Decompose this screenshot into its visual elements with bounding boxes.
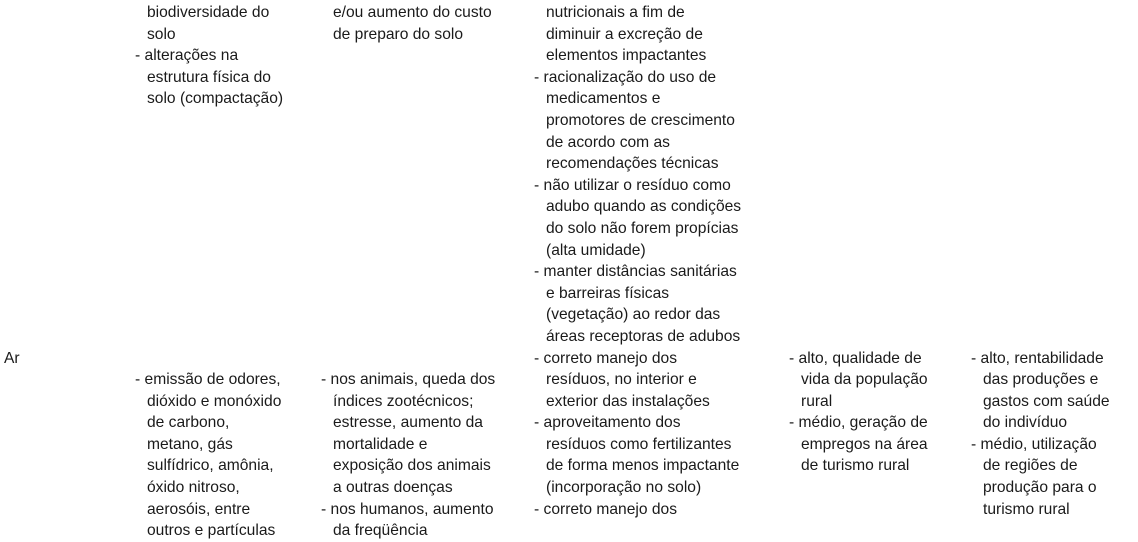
col5-line — [789, 261, 959, 283]
col2-line: - alterações na — [135, 47, 239, 65]
col5-line: rural — [801, 392, 833, 410]
col3-line — [321, 132, 526, 154]
col3-line: índices zootécnicos; — [333, 392, 474, 410]
col5-line — [789, 132, 959, 154]
col2-line — [135, 196, 315, 218]
col6-line — [971, 261, 1138, 283]
col3-line — [321, 153, 526, 175]
col3-line — [321, 261, 526, 283]
col5-line — [789, 24, 959, 46]
blank-line — [4, 2, 124, 24]
col6-line — [971, 304, 1138, 326]
col6-line: do indivíduo — [983, 414, 1068, 432]
col6-line — [971, 218, 1138, 240]
col5-line — [789, 326, 959, 348]
col3-line — [321, 283, 526, 305]
col5-line: vida da população — [801, 371, 928, 389]
col3-line — [321, 175, 526, 197]
col4-line: elementos impactantes — [546, 47, 707, 65]
col3-line — [321, 45, 526, 67]
col2-line — [135, 175, 315, 197]
col5-line — [789, 240, 959, 262]
col4-line: (alta umidade) — [546, 241, 646, 259]
col6-line: gastos com saúde — [983, 392, 1110, 410]
col5-line — [789, 196, 959, 218]
col6-line — [971, 88, 1138, 110]
col4-line: do solo não forem propícias — [546, 219, 739, 237]
column-social-impact — [789, 2, 959, 477]
col3-line: a outras doenças — [333, 479, 453, 497]
col6-line: - médio, utilização — [971, 435, 1097, 453]
col3-line — [321, 110, 526, 132]
col2-line — [135, 261, 315, 283]
col6-line — [971, 196, 1138, 218]
col3-line: - nos animais, queda dos — [321, 371, 496, 389]
col6-line — [971, 110, 1138, 132]
col6-line — [971, 2, 1138, 24]
col6-line: de regiões de — [983, 457, 1078, 475]
col4-line: (incorporação no solo) — [546, 479, 702, 497]
col6-line — [971, 153, 1138, 175]
col2-line: biodiversidade do — [147, 4, 270, 21]
col6-line — [971, 240, 1138, 262]
col4-line: diminuir a excreção de — [546, 25, 703, 43]
col4-line: de acordo com as — [546, 133, 670, 151]
col6-line: produção para o — [983, 479, 1097, 497]
col5-line — [789, 110, 959, 132]
col4-line: - manter distâncias sanitárias — [534, 263, 737, 281]
col5-line — [789, 283, 959, 305]
col3-line — [321, 240, 526, 262]
col4-line: - racionalização do uso de — [534, 68, 717, 86]
col3-line: mortalidade e — [333, 435, 428, 453]
row-label-column — [4, 2, 124, 369]
col5-line — [789, 2, 959, 24]
col4-line: (vegetação) ao redor das — [546, 306, 721, 324]
col3-line: da freqüência — [333, 522, 428, 540]
column-environmental-impacts — [135, 2, 315, 542]
row-label-ar: Ar — [4, 349, 20, 367]
col2-line: outros e partículas — [147, 522, 276, 540]
col4-line: áreas receptoras de adubos — [546, 327, 741, 345]
col4-line: exterior das instalações — [546, 392, 710, 410]
col5-line — [789, 218, 959, 240]
col3-line: estresse, aumento da — [333, 414, 483, 432]
col4-line: promotores de crescimento — [546, 111, 735, 129]
col5-line: de turismo rural — [801, 457, 910, 475]
col2-line: sulfídrico, amônia, — [147, 457, 274, 475]
col5-line — [789, 304, 959, 326]
col3-line — [321, 88, 526, 110]
col2-line: metano, gás — [147, 435, 233, 453]
col2-line — [135, 153, 315, 175]
col2-line: de carbono, — [147, 414, 230, 432]
col3-line — [321, 67, 526, 89]
column-consequences — [321, 2, 526, 542]
col4-line: - aproveitamento dos — [534, 414, 681, 432]
col3-line: - nos humanos, aumento — [321, 500, 494, 518]
col5-line — [789, 153, 959, 175]
col6-line — [971, 45, 1138, 67]
col2-line: aerosóis, entre — [147, 500, 251, 518]
col3-line — [321, 304, 526, 326]
col6-line — [971, 283, 1138, 305]
col4-line: - correto manejo dos — [534, 500, 678, 518]
col2-line — [135, 110, 315, 132]
col5-line — [789, 67, 959, 89]
col4-line: resíduos, no interior e — [546, 371, 697, 389]
col6-line — [971, 326, 1138, 348]
col5-line — [789, 88, 959, 110]
col4-line: de forma menos impactante — [546, 457, 740, 475]
col2-line: dióxido e monóxido — [147, 392, 282, 410]
col4-line: resíduos como fertilizantes — [546, 435, 732, 453]
col2-line: - emissão de odores, — [135, 371, 281, 389]
column-mitigation-measures — [534, 2, 779, 520]
col2-line: solo — [147, 25, 176, 43]
col4-line: - não utilizar o resíduo como — [534, 176, 731, 194]
col5-line — [789, 45, 959, 67]
column-economic-impact — [971, 2, 1138, 520]
col6-line: das produções e — [983, 371, 1099, 389]
col2-line — [135, 240, 315, 262]
col5-line — [789, 175, 959, 197]
col3-line: de preparo do solo — [333, 25, 464, 43]
col5-line: - médio, geração de — [789, 414, 928, 432]
col2-line — [135, 218, 315, 240]
col3-line: exposição dos animais — [333, 457, 491, 475]
col2-line: óxido nitroso, — [147, 479, 240, 497]
col3-line — [321, 218, 526, 240]
col3-line — [321, 326, 526, 348]
col6-line: turismo rural — [983, 500, 1070, 518]
col5-line: - alto, qualidade de — [789, 349, 922, 367]
col6-line — [971, 24, 1138, 46]
col4-line: recomendações técnicas — [546, 155, 719, 173]
col6-line — [971, 132, 1138, 154]
col4-line: adubo quando as condições — [546, 198, 742, 216]
col5-line: empregos na área — [801, 435, 928, 453]
col3-line: e/ou aumento do custo — [333, 4, 492, 21]
col3-line — [321, 348, 526, 370]
col2-line — [135, 283, 315, 305]
col2-line: solo (compactação) — [147, 90, 284, 108]
col2-line — [135, 304, 315, 326]
col3-line — [321, 196, 526, 218]
col6-line: - alto, rentabilidade — [971, 349, 1104, 367]
col2-line — [135, 326, 315, 348]
col2-line: estrutura física do — [147, 68, 271, 86]
col6-line — [971, 175, 1138, 197]
col6-line — [971, 67, 1138, 89]
col2-line — [135, 348, 315, 370]
col4-line: medicamentos e — [546, 90, 661, 108]
col4-line: nutricionais a fim de — [546, 4, 685, 21]
col2-line — [135, 132, 315, 154]
col4-line: - correto manejo dos — [534, 349, 678, 367]
col4-line: e barreiras físicas — [546, 284, 670, 302]
